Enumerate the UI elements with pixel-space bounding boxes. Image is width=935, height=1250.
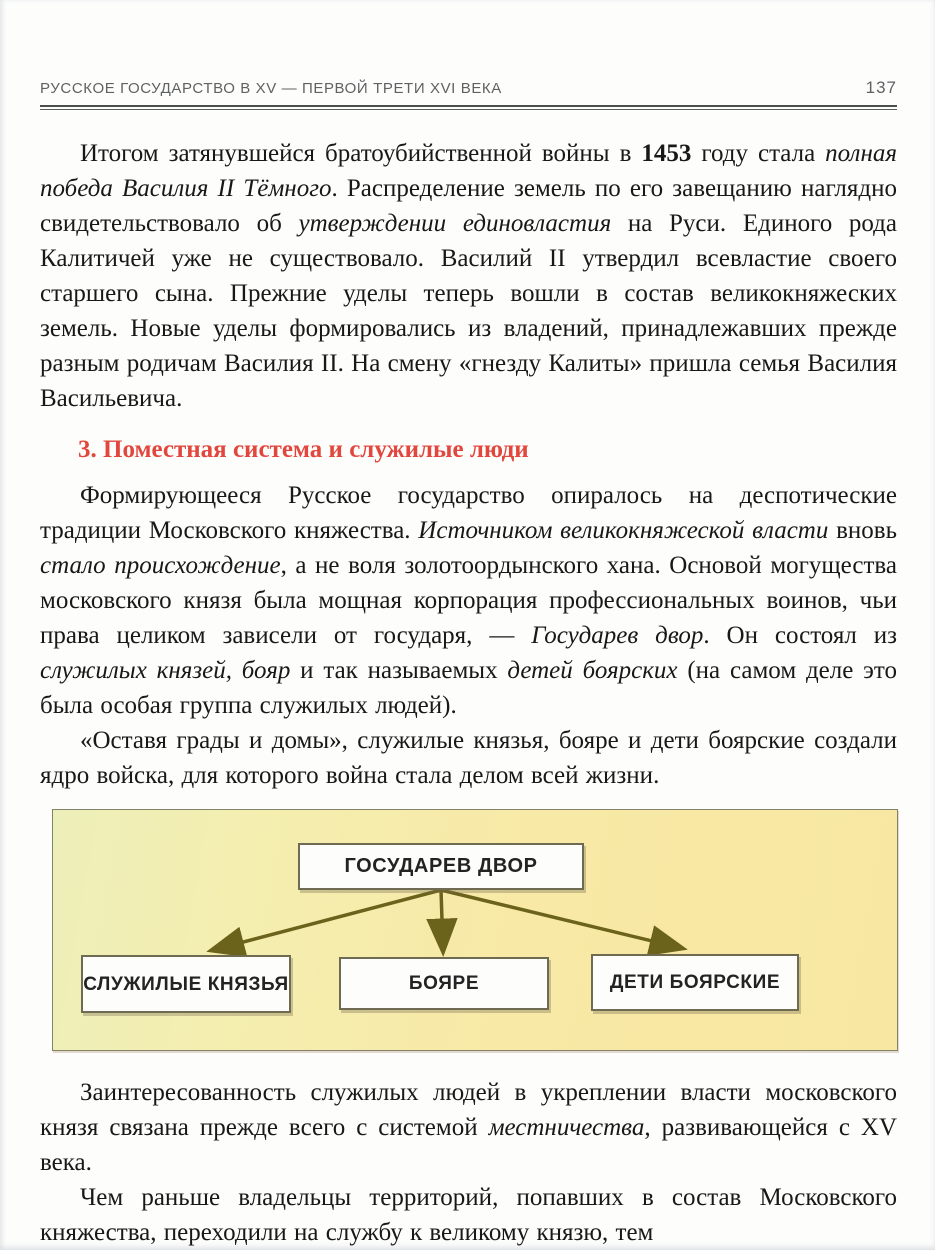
diagram-node-boyars: БОЯРЕ — [339, 957, 549, 1010]
paragraph-army-core: «Оставя грады и домы», служилые князья, бояре и дети боярские создали ядро войска, для которого война стала делом всей жизни. — [40, 727, 897, 789]
paragraph-mestnichestvo: Заинтересованность служилых людей в укреплении власти московского князя связана прежде всего с системой местничества, развивающейся с XV века. — [40, 1079, 898, 1176]
header-rule-thin-line — [40, 109, 897, 110]
section-heading: 3. Поместная система и служилые люди — [78, 436, 529, 463]
diagram-node-boyar-children: ДЕТИ БОЯРСКИЕ — [591, 954, 799, 1011]
header-rule — [40, 105, 897, 110]
diagram-node-sovereign-court: ГОСУДАРЕВ ДВОР — [298, 843, 584, 890]
diagram-node-service-princes: СЛУЖИЛЫЕ КНЯЗЬЯ — [81, 955, 291, 1013]
paragraph-state-formation: Формирующееся Русское государство опиралось на деспотические традиции Московского княжества. Источником великокняжеской власти вновь стало происхождение, а не воля золотоордынского хана. Основой могущества московского князя была мощная корпорация профессиональных воинов, чьи права целиком зависели от государя, — Государев двор. Он состоял из служилых князей, бояр и так называемых детей боярских (на самом деле это была особая группа служилых людей). — [40, 482, 897, 719]
header-rule-thick-line — [40, 105, 897, 107]
page-number: 137 — [865, 78, 897, 97]
sovereign-court-diagram — [52, 809, 898, 1051]
paragraph-war-outcome: Итогом затянувшейся братоубийственной войны в 1453 году стала полная победа Василия II Тёмного. Распределение земель по его завещанию наглядно свидетельствовало об утверждении единовластия на Руси. Единого рода Калитичей уже не существовало. Василий II утвердил всевластие своего старшего сына. Прежние уделы теперь вошли в состав великокняжеских земель. Новые уделы формировались из владений, принадлежавших прежде разным родичам Василия II. На смену «гнезду Калиты» пришла семья Василия Васильевича. — [40, 140, 897, 412]
paragraph-service-transition: Чем раньше владельцы территорий, попавших в состав Московского княжества, переходили на службу к великому князю, тем — [40, 1184, 897, 1246]
running-head-title: РУССКОЕ ГОСУДАРСТВО В XV — ПЕРВОЙ ТРЕТИ XVI ВЕКА — [40, 80, 502, 97]
running-head — [40, 78, 897, 98]
